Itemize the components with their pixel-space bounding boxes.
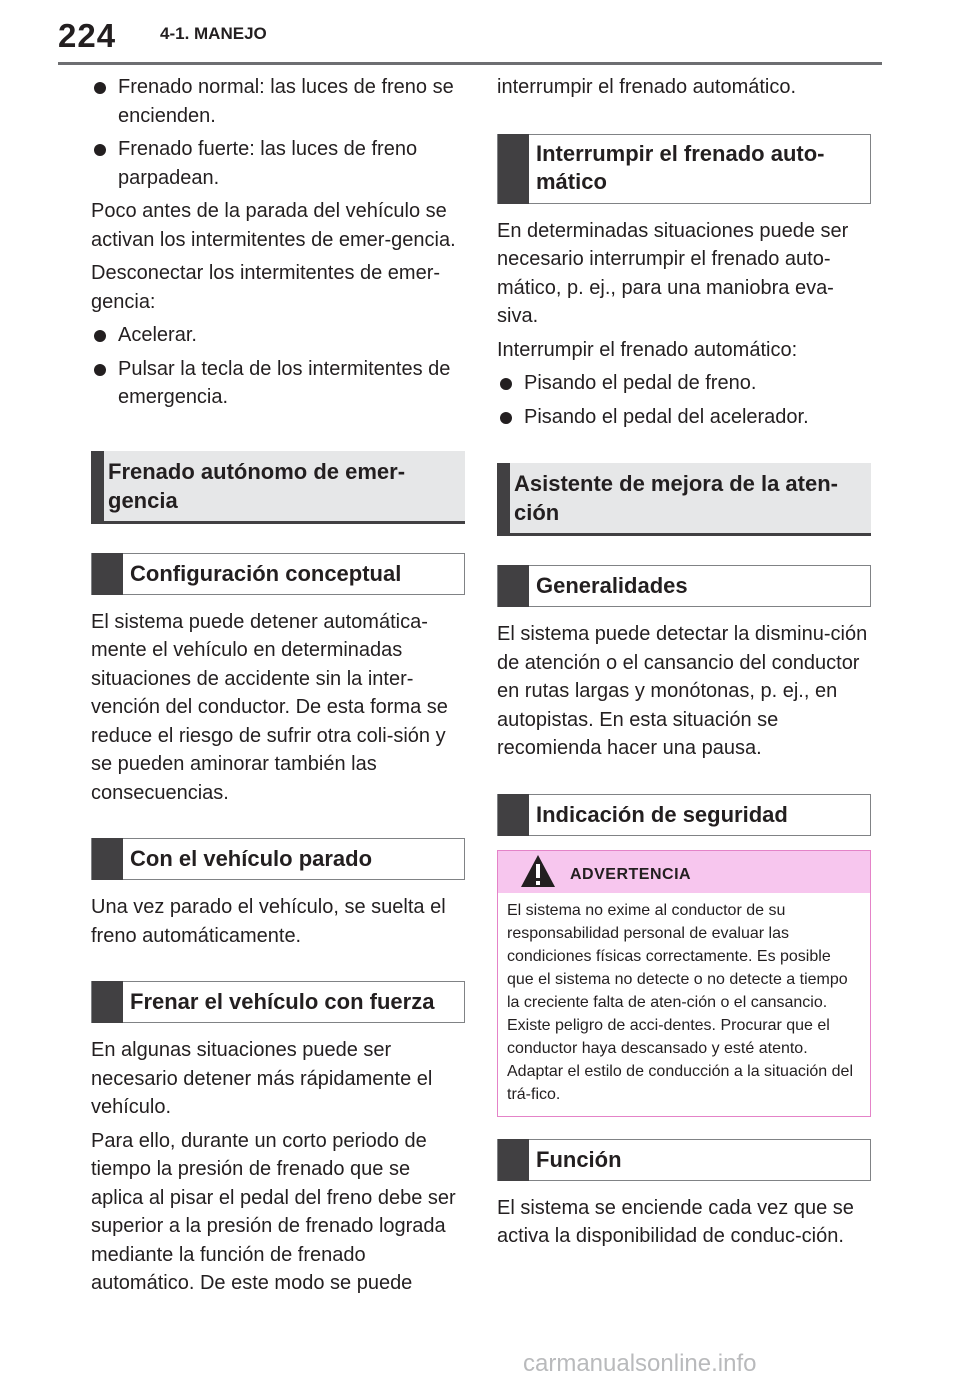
subheading: Configuración conceptual bbox=[130, 560, 402, 586]
list-item: Frenado normal: las luces de freno se encienden. bbox=[91, 70, 465, 132]
band-accent bbox=[497, 463, 510, 533]
warning-triangle-icon bbox=[519, 853, 557, 889]
list-item: Pisando el pedal del acelerador. bbox=[497, 400, 871, 434]
subheading-box bbox=[91, 553, 465, 595]
list-item: Pisando el pedal de freno. bbox=[497, 366, 871, 400]
heading-accent bbox=[498, 134, 529, 204]
watermark: carmanualsonline.info bbox=[523, 1350, 757, 1377]
heading-accent bbox=[498, 794, 529, 836]
section-band bbox=[497, 463, 871, 536]
subheading-box bbox=[497, 134, 871, 204]
subheading: Interrumpir el frenado auto-mático bbox=[536, 140, 825, 194]
bullet-icon bbox=[500, 378, 512, 390]
subheading: Función bbox=[536, 1146, 622, 1172]
bullet-icon bbox=[94, 330, 106, 342]
subheading: Con el vehículo parado bbox=[130, 846, 373, 871]
section-title: 4-1. MANEJO bbox=[160, 24, 267, 43]
heading-accent bbox=[92, 553, 123, 595]
subheading-box bbox=[91, 981, 465, 1023]
paragraph: Poco antes de la parada del vehículo se activan los intermitentes de emer-gencia. bbox=[91, 200, 456, 251]
subheading-box bbox=[91, 838, 465, 880]
subheading-box bbox=[497, 565, 871, 607]
paragraph: Interrumpir el frenado automático: bbox=[497, 338, 798, 361]
paragraph: En determinadas situaciones puede ser necesario interrumpir el frenado auto-mático, p. ej., para una maniobra eva-siva. bbox=[497, 219, 849, 327]
warning-box bbox=[497, 850, 871, 1117]
header-divider bbox=[58, 62, 882, 65]
paragraph: interrumpir el frenado automático. bbox=[497, 76, 797, 98]
bullet-icon bbox=[500, 412, 512, 424]
heading-accent bbox=[498, 1139, 529, 1181]
paragraph: El sistema puede detener automática-mente el vehículo en determinadas situaciones de accidente sin la inter-vención del conductor. De esta forma se reduce el riesgo de sufrir otra coli-sión y se pueden aminorar también las consecuencias. bbox=[91, 610, 448, 804]
bullet-icon bbox=[94, 364, 106, 376]
subheading: Frenar el vehículo con fuerza bbox=[130, 989, 435, 1014]
paragraph: Desconectar los intermitentes de emer-gencia: bbox=[91, 262, 441, 313]
heading-accent bbox=[92, 838, 123, 880]
warning-text: El sistema no exime al conductor de su responsabilidad personal de evaluar las condiciones físicas correctamente. Es posible que el sistema no detecte o no detecte a tiempo la creciente falta de aten-ción o el cansancio. Existe peligro de acci-dentes. Procurar que el conductor haya descansado y esté atento. Adaptar el estilo de conducción a la situación del trá-fico. bbox=[507, 901, 853, 1103]
band-title: Asistente de mejora de la aten-ción bbox=[514, 471, 838, 525]
paragraph: El sistema puede detectar la disminu-ción de atención o el cansancio del conductor en rutas largas y monótonas, p. ej., en autopistas. En esta situación se recomienda hacer una pausa. bbox=[497, 623, 868, 759]
band-accent bbox=[91, 451, 104, 521]
list-item: Frenado fuerte: las luces de freno parpadean. bbox=[91, 132, 465, 194]
paragraph: En algunas situaciones puede ser necesario detener más rápidamente el vehículo. bbox=[91, 1039, 433, 1118]
warning-header bbox=[498, 851, 870, 893]
bullet-icon bbox=[94, 144, 106, 156]
list-item: Pulsar la tecla de los intermitentes de emergencia. bbox=[91, 352, 465, 414]
paragraph: Para ello, durante un corto periodo de tiempo la presión de frenado que se aplica al pisar el pedal del freno debe ser superior a la presión de frenado lograda mediante la función de frenado automático. De este modo se puede bbox=[91, 1129, 456, 1294]
subheading: Generalidades bbox=[536, 573, 688, 598]
subheading-box bbox=[497, 1139, 871, 1181]
paragraph: Una vez parado el vehículo, se suelta el freno automáticamente. bbox=[91, 896, 446, 947]
section-band bbox=[91, 451, 465, 524]
list-item: Acelerar. bbox=[91, 318, 465, 352]
page-number: 224 bbox=[58, 17, 117, 54]
heading-accent bbox=[92, 981, 123, 1023]
heading-accent bbox=[498, 565, 529, 607]
left-column bbox=[91, 70, 465, 1300]
right-column bbox=[497, 70, 871, 1253]
paragraph: El sistema se enciende cada vez que se activa la disponibilidad de conduc-ción. bbox=[497, 1196, 854, 1247]
page-header bbox=[0, 0, 960, 62]
band-title: Frenado autónomo de emer-gencia bbox=[108, 458, 406, 513]
subheading-box bbox=[497, 794, 871, 836]
subheading: Indicación de seguridad bbox=[536, 801, 788, 827]
warning-title: ADVERTENCIA bbox=[570, 865, 692, 883]
bullet-icon bbox=[94, 82, 106, 94]
